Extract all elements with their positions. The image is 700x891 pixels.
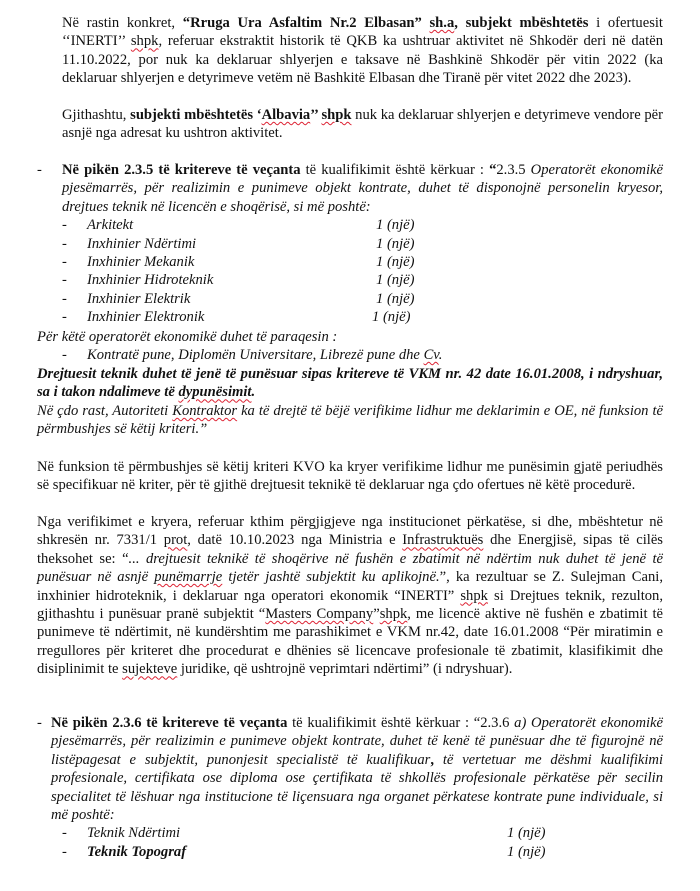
text: , referuar ekstraktit historik të QKB ka ushtruar aktivitet në Shkodër deri në datën 11.10.2022, por nuk ka deklaruar shlyerjen e taksave në Bashkinë Shkodër për vitin 2022 (ka deklaruar shlyerjen e detyrimeve vetëm në Bashkitë Elbasan dhe Tiranë për vitet 2022 dhe 2023). <box>62 33 663 87</box>
text: . <box>251 384 256 401</box>
spellcheck-word: shpk <box>379 606 408 623</box>
text: Në rastin konkret, <box>62 15 183 31</box>
italic-quote: të vertetuar me dëshmi kualifikimi profesionale, certifikata ose diploma ose çertifikata të shkollës profesionale përkatëse për secilin specialitet të lëshuar nga institucione të liçensuara nga organet përkatese kontrate pune individuale, si më poshtë: <box>51 751 663 824</box>
bullet-dash: - <box>62 235 67 252</box>
paragraph-kvo-verification: Në funksion të përmbushjes së këtij kriteri KVO ka kryer verifikime lidhur me punësimin gjatë periudhës së specifikuar në kriter, për të gjithë drejtuesit teknikë të deklaruar nga çdo ofertues në këtë procedurë. <box>37 459 663 494</box>
personnel-qty: 1 (një) <box>376 254 415 270</box>
italic-quote: ... drejtuesit teknikë të shoqërive në fushën e zbatimit në ndërtim nuk duhet të jenë të punësuar në asnjë <box>37 550 663 586</box>
bullet-dash: - <box>62 843 67 860</box>
text: Drejtuesit teknik duhet të jenë të punësuar sipas kritereve të VKM nr. 42 date 16.01.2008, i ndryshuar, sa i takon ndalimeve të <box>37 366 663 401</box>
italic-quote: tjetër jashtë subjektit ku aplikojnë. <box>222 569 440 586</box>
closing-quote <box>37 402 663 439</box>
bullet-dash: - <box>62 217 67 234</box>
bullet-dash: - <box>62 825 67 842</box>
bold-text: Në pikën 2.3.6 të kritereve të veçanta <box>51 715 288 731</box>
spellcheck-word: shpk <box>460 587 488 604</box>
text: ka të drejtë të bëjë verifikime lidhur me deklarimin e OE, në funksion të përmbushjes së këtij kriteri.” <box>37 403 663 438</box>
bullet-dash: - <box>62 309 67 326</box>
bullet-criterion-2-3-5 <box>37 161 663 327</box>
bold-italic-requirement <box>37 365 663 402</box>
personnel-name: Inxhinier Ndërtimi <box>87 235 197 252</box>
technician-qty: 1 (një) <box>507 825 546 842</box>
bold-comma: , <box>430 751 434 768</box>
quote-mark: “ <box>489 162 497 178</box>
list-item <box>62 308 663 326</box>
text: Kontratë pune, Diplomën Universitare, Librezë pune dhe <box>87 347 424 363</box>
list-item <box>62 843 663 861</box>
personnel-list <box>62 216 663 326</box>
personnel-qty: 1 (një) <box>376 217 415 234</box>
text: . <box>438 347 443 363</box>
paragraph-rruga-ura <box>62 14 663 88</box>
criterion-text <box>62 161 663 216</box>
technician-list <box>62 824 663 861</box>
list-item <box>62 271 663 289</box>
text: Gjithashtu, <box>62 107 131 123</box>
list-item <box>62 824 663 842</box>
list-item <box>62 290 663 308</box>
quote-mark: “ <box>473 715 481 731</box>
spellcheck-word: Masters Company <box>265 606 374 623</box>
paragraph-albavia <box>62 106 663 143</box>
technician-name: Teknik Ndërtimi <box>87 825 181 842</box>
italic-quote: Operatorët ekonomikë pjesëmarrës, për realizimin e punimeve objekt kontrate, duhet të disponojnë personelin kryesor, drejtues teknik në licencën e shoqërisë, si më poshtë: <box>62 162 663 215</box>
spellcheck-word: Cv <box>423 347 439 363</box>
bullet-dash: - <box>37 162 42 178</box>
text: i ofertuesit ‘‘INERTI’’ <box>62 15 663 50</box>
text: dhe Energjisë, sipas të cilës theksohet se: “ <box>37 532 663 567</box>
bullet-criterion-2-3-6 <box>37 714 663 861</box>
personnel-qty: 1 (një) <box>376 272 415 289</box>
spellcheck-word: sujekteve <box>122 661 178 678</box>
text: si Drejtues teknik, rezulton, gjithashtu i punësuar pranë subjektit “ <box>37 587 663 623</box>
bold-text: Në pikën 2.3.5 të kritereve të veçanta <box>62 162 301 178</box>
italic-quote: a) Operatorët ekonomikë pjesëmarrës, për realizimin e punimeve objekt kontrate, duhet të kenë të punësuar dhe të figurojnë në listëpagesat e subjektit, punonjesit specialistë të kualifikuar <box>51 715 664 768</box>
docs-item-text <box>87 346 442 364</box>
text: të kualifikimit është kërkuar : <box>300 162 490 178</box>
spellcheck-word: punëmarrje <box>154 569 223 586</box>
bullet-dash: - <box>62 272 67 289</box>
docs-list-item <box>62 346 662 364</box>
list-item <box>62 235 663 253</box>
spellcheck-word: Infrastruktuës <box>402 532 484 549</box>
bold-text: ’’ <box>310 107 322 123</box>
bullet-dash: - <box>62 254 67 270</box>
text: ”, ka rezultuar se Z. Sulejman Cani, inxhinier hidroteknik, i deklaruar nga operatori ekonomik “INERTI” <box>37 569 663 604</box>
text: nuk ka deklaruar shlyerjen e detyrimeve vendore për asnjë nga adresat ku ushtron aktivitet. <box>62 107 664 142</box>
personnel-name: Inxhinier Hidroteknik <box>87 272 214 289</box>
bold-company-name: “Rruga Ura Asfaltim Nr.2 Elbasan” <box>182 15 430 31</box>
text: , me licencë aktive në fushën e zbatimit të punimeve të ndërtimit, në kundërshtim me parashikimet e VKM nr.42, date 16.01.2008 “Për miratimin e rregullores për kriteret dhe procedurat e dhënies së licencave profesionale të zbatimit, klasifikimit dhe disiplinimit te <box>37 606 664 678</box>
bullet-dash: - <box>37 715 42 731</box>
text: ” <box>373 606 380 623</box>
personnel-qty: 1 (një) <box>376 235 415 252</box>
personnel-name: Inxhinier Mekanik <box>87 254 195 270</box>
personnel-qty: 1 (një) <box>372 309 411 326</box>
bullet-dash: - <box>62 290 67 307</box>
personnel-qty: 1 (një) <box>376 290 415 307</box>
docs-intro: Për këtë operatorët ekonomikë duhet të paraqesin : <box>37 329 338 345</box>
bullet-dash: - <box>62 347 67 363</box>
technician-name: Teknik Topograf <box>87 843 187 860</box>
personnel-name: Arkitekt <box>87 217 134 234</box>
text: 2.3.6 <box>480 715 515 731</box>
spellcheck-word: shpk <box>130 33 159 50</box>
text: Në çdo rast, Autoriteti <box>37 403 173 419</box>
spellcheck-word: prot <box>163 532 188 549</box>
paragraph-verification-results <box>37 513 663 679</box>
spellcheck-word: dypunësimit <box>178 384 252 401</box>
personnel-name: Inxhinier Elektrik <box>87 290 191 307</box>
text: juridike, që ushtrojnë veprimtari ndërtimi” (i ndryshuar). <box>177 661 513 678</box>
text: 2.3.5 <box>496 162 531 178</box>
criterion-text <box>51 714 663 824</box>
spellcheck-word: Albavia <box>261 107 311 123</box>
text: Nga verifikimet e kryera, referuar kthim përgjigjeve nga institucionet përkatëse, si dhe, mbështetur në shkresën nr. 7331/1 <box>37 514 663 549</box>
personnel-name: Inxhinier Elektronik <box>87 309 205 326</box>
list-item <box>62 253 663 271</box>
spellcheck-word: Kontraktor <box>172 403 238 419</box>
bold-text: subjekti mbështetës ‘ <box>130 107 262 123</box>
list-item <box>62 216 663 234</box>
bold-text: , subjekt mbështetës <box>454 15 589 31</box>
text: të kualifikimit është kërkuar : <box>287 715 474 731</box>
spellcheck-word: sh.a <box>429 15 455 31</box>
spellcheck-word: shpk <box>321 107 352 123</box>
text: , datë 10.10.2023 nga Ministria e <box>187 532 403 549</box>
technician-qty: 1 (një) <box>507 843 546 860</box>
